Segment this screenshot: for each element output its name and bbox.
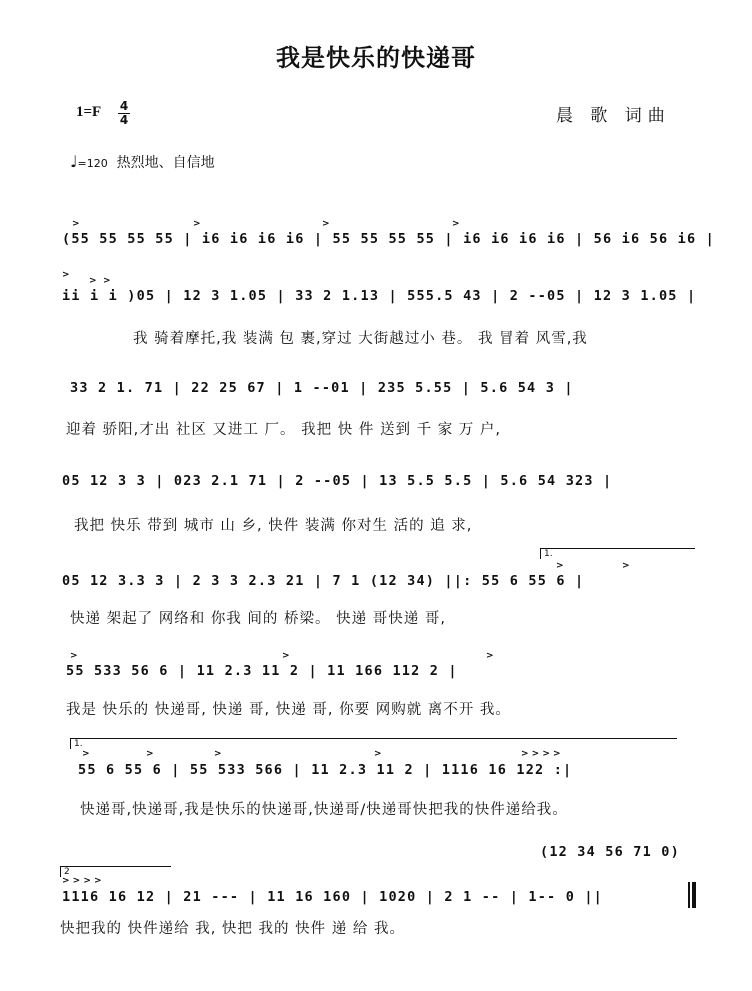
notation-row-1: (55 55 55 55 | i6 i6 i6 i6 | 55 55 55 55 | i6 i6 i6 i6 | 56 i6 56 i6 | [62,231,715,247]
volta-label: 1. [74,739,83,749]
lyrics-row-5: 快递 架起了 网络和 你我 间的 桥梁。 快递 哥快递 哥, [70,611,446,627]
accent-mark: > [214,749,222,759]
accent-mark: > [322,219,330,229]
notation-row-3: 33 2 1. 71 | 22 25 67 | 1 --01 | 235 5.55 | 5.6 54 3 | [70,380,574,396]
lyrics-row-2: 我 骑着摩托,我 装满 包 裹,穿过 大街越过小 巷。 我 冒着 风雪,我 [133,331,588,347]
final-barline-thick [692,882,696,908]
lyrics-row-9: 快把我的 快件递给 我, 快把 我的 快件 递 给 我。 [60,921,405,937]
tempo-value: =120 [77,157,108,170]
notation-row-5: 05 12 3.3 3 | 2 3 3 2.3 21 | 7 1 (12 34) ||: 55 6 55 6 | [62,573,585,589]
time-signature [118,100,130,127]
accent-mark: > [452,219,460,229]
quarter-note-icon: ♩ [70,152,78,171]
accent-mark: > [193,219,201,229]
volta-label: 2 [64,867,70,877]
accent-mark: > [103,276,111,286]
final-barline-thin [688,882,690,908]
notation-row-4: 05 12 3 3 | 023 2.1 71 | 2 --05 | 13 5.5 5.5 | 5.6 54 323 | [62,473,613,489]
tempo-marking [70,152,215,172]
notation-row-6: 55 533 56 6 | 11 2.3 11 2 | 11 166 112 2 | [66,663,458,679]
accent-mark: > [62,270,70,280]
accent-mark: > [374,749,382,759]
volta-label: 1. [544,549,553,559]
accent-mark: > [72,219,80,229]
accent-mark: > > > > [521,749,561,759]
time-sig-bottom: 4 [119,113,129,127]
notation-row-7: 55 6 55 6 | 55 533 566 | 11 2.3 11 2 | 1116 16 122 :| [78,762,573,778]
accent-mark: > [282,651,290,661]
key-signature: 1=F [76,104,102,120]
accent-mark: > [622,561,630,571]
notation-row-8: (12 34 56 71 0) [540,844,680,860]
lyrics-row-4: 我把 快乐 带到 城市 山 乡, 快件 装满 你对生 活的 追 求, [74,518,473,534]
lyrics-row-6: 我是 快乐的 快递哥, 快递 哥, 快递 哥, 你要 网购就 离不开 我。 [66,702,511,718]
accent-mark: > [146,749,154,759]
time-sig-top: 4 [119,99,129,113]
lyrics-row-3: 迎着 骄阳,才出 社区 又进工 厂。 我把 快 件 送到 千 家 万 户, [66,422,502,438]
composer-credit: 晨 歌 词曲 [556,106,671,126]
accent-mark: > [82,749,90,759]
notation-row-2: ii i i )05 | 12 3 1.05 | 33 2 1.13 | 555.5 43 | 2 --05 | 12 3 1.05 | [62,288,697,304]
song-title: 我是快乐的快递哥 [276,44,476,72]
accent-mark: > [89,276,97,286]
tempo-expression: 热烈地、自信地 [116,155,215,171]
volta-bracket [70,738,677,749]
notation-row-9: 1116 16 12 | 21 --- | 11 16 160 | 1020 | 2 1 -- | 1-- 0 || [62,889,604,905]
volta-bracket [540,548,695,559]
accent-mark: > [556,561,564,571]
accent-mark: > [70,651,78,661]
accent-mark: > [486,651,494,661]
lyrics-row-7: 快递哥,快递哥,我是快乐的快递哥,快递哥/快递哥快把我的快件递给我。 [80,802,568,818]
accent-mark: > > > > [62,876,102,886]
